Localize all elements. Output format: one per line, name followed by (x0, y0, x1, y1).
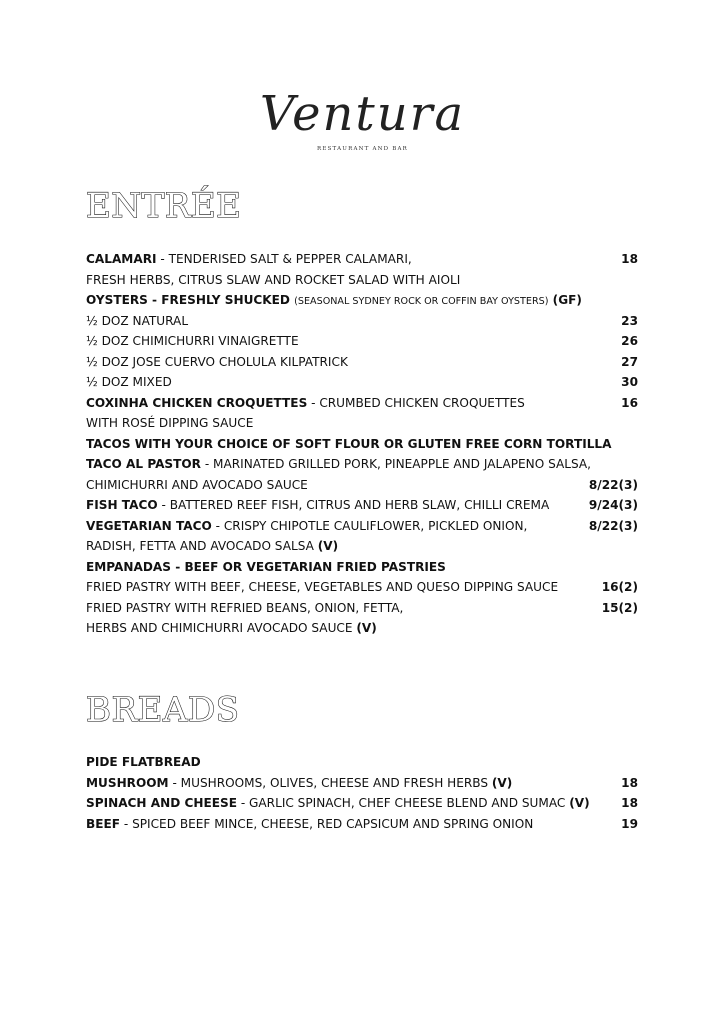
menu-item-row (86, 290, 638, 311)
item-description: CHIMICHURRI AND AVOCADO SAUCE (86, 477, 308, 492)
item-price: 23 (621, 313, 638, 328)
item-name: EMPANADAS - BEEF OR VEGETARIAN FRIED PASTRIES (86, 559, 446, 574)
restaurant-logo (0, 84, 725, 152)
item-description: WITH ROSÉ DIPPING SAUCE (86, 416, 254, 430)
menu-item-row (86, 752, 638, 773)
item-description: FRIED PASTRY WITH REFRIED BEANS, ONION, FETTA, (86, 600, 404, 615)
item-name: TACO AL PASTOR (86, 457, 201, 471)
item-name: COXINHA CHICKEN CROQUETTES (86, 395, 308, 410)
menu-item-row (86, 454, 638, 475)
menu-item-row (86, 814, 638, 835)
menu-item-row (86, 598, 638, 619)
menu-item-row (86, 413, 638, 434)
item-price: 19 (621, 816, 638, 831)
menu-item-row (86, 536, 638, 557)
item-description: - CRUMBED CHICKEN CROQUETTES (307, 395, 525, 410)
menu-item-row (86, 311, 638, 332)
breads-heading: BREADS (86, 690, 240, 730)
logo-wordmark: Ventura (259, 86, 466, 142)
item-price: 18 (621, 252, 638, 266)
item-name: OYSTERS - FRESHLY SHUCKED (86, 293, 295, 307)
item-price: 8/22(3) (588, 518, 638, 533)
menu-item-row (86, 495, 638, 516)
menu-item-row (86, 577, 638, 598)
item-price: 30 (621, 375, 638, 389)
menu-item-row (86, 516, 638, 537)
menu-item-row (86, 352, 638, 373)
item-description: - SPICED BEEF MINCE, CHEESE, RED CAPSICUM AND SPRING ONION (120, 816, 534, 831)
item-description: HERBS AND CHIMICHURRI AVOCADO SAUCE (86, 621, 357, 635)
menu-item-row (86, 393, 638, 414)
item-name: TACOS WITH YOUR CHOICE OF SOFT FLOUR OR GLUTEN FREE CORN TORTILLA (86, 436, 612, 451)
item-name: VEGETARIAN TACO (86, 518, 212, 533)
menu-item-row (86, 773, 638, 794)
item-name: BEEF (86, 816, 121, 831)
item-name: FISH TACO (86, 498, 158, 512)
item-price: 26 (621, 334, 638, 348)
item-price: 16 (621, 395, 638, 410)
item-tag: (V) (317, 539, 339, 553)
entree-heading: ENTRÉE (86, 186, 242, 226)
item-tag: (V) (491, 775, 513, 790)
item-description: ½ DOZ MIXED (86, 375, 172, 389)
item-price: 8/22(3) (588, 477, 638, 492)
item-description: FRIED PASTRY WITH BEEF, CHEESE, VEGETABLES AND QUESO DIPPING SAUCE (86, 580, 559, 594)
item-price: 27 (621, 354, 638, 369)
menu-item-row (86, 793, 638, 814)
logo-subtitle: RESTAURANT AND BAR (317, 146, 408, 152)
item-name: CALAMARI (86, 252, 157, 266)
item-description: - BATTERED REEF FISH, CITRUS AND HERB SLAW, CHILLI CREMA (157, 498, 550, 512)
item-tag: (V) (569, 796, 590, 810)
item-tag: (V) (356, 621, 377, 635)
item-description: - MARINATED GRILLED PORK, PINEAPPLE AND JALAPENO SALSA, (200, 457, 592, 471)
item-price: 18 (621, 796, 638, 810)
item-description: FRESH HERBS, CITRUS SLAW AND ROCKET SALAD WITH AIOLI (86, 272, 461, 287)
item-price: 16(2) (601, 580, 638, 594)
menu-item-row (86, 249, 638, 270)
item-description: ½ DOZ CHIMICHURRI VINAIGRETTE (86, 334, 299, 348)
menu-item-row (86, 557, 638, 578)
item-description: RADISH, FETTA AND AVOCADO SALSA (86, 539, 318, 553)
item-description: ½ DOZ JOSE CUERVO CHOLULA KILPATRICK (86, 354, 348, 369)
item-name: MUSHROOM (86, 775, 169, 790)
menu-item-row (86, 270, 638, 291)
item-description: ½ DOZ NATURAL (86, 313, 189, 328)
item-price: 15(2) (601, 600, 638, 615)
item-note: (SEASONAL SYDNEY ROCK OR COFFIN BAY OYSTERS) (294, 296, 549, 307)
item-description: - MUSHROOMS, OLIVES, CHEESE AND FRESH HERBS (168, 775, 492, 790)
menu-item-row (86, 475, 638, 496)
menu-item-row (86, 434, 638, 455)
item-description: - CRISPY CHIPOTLE CAULIFLOWER, PICKLED ONION, (211, 518, 528, 533)
menu-item-row (86, 372, 638, 393)
item-tag: (GF) (548, 293, 582, 307)
breads-list (86, 752, 638, 834)
item-description: - GARLIC SPINACH, CHEF CHEESE BLEND AND SUMAC (236, 796, 570, 810)
item-name: PIDE FLATBREAD (86, 755, 201, 769)
item-price: 18 (621, 775, 638, 790)
item-description: - TENDERISED SALT & PEPPER CALAMARI, (156, 252, 412, 266)
item-price: 9/24(3) (588, 498, 638, 512)
entree-list (86, 249, 638, 639)
item-name: SPINACH AND CHEESE (86, 796, 237, 810)
menu-item-row (86, 331, 638, 352)
menu-item-row (86, 618, 638, 639)
